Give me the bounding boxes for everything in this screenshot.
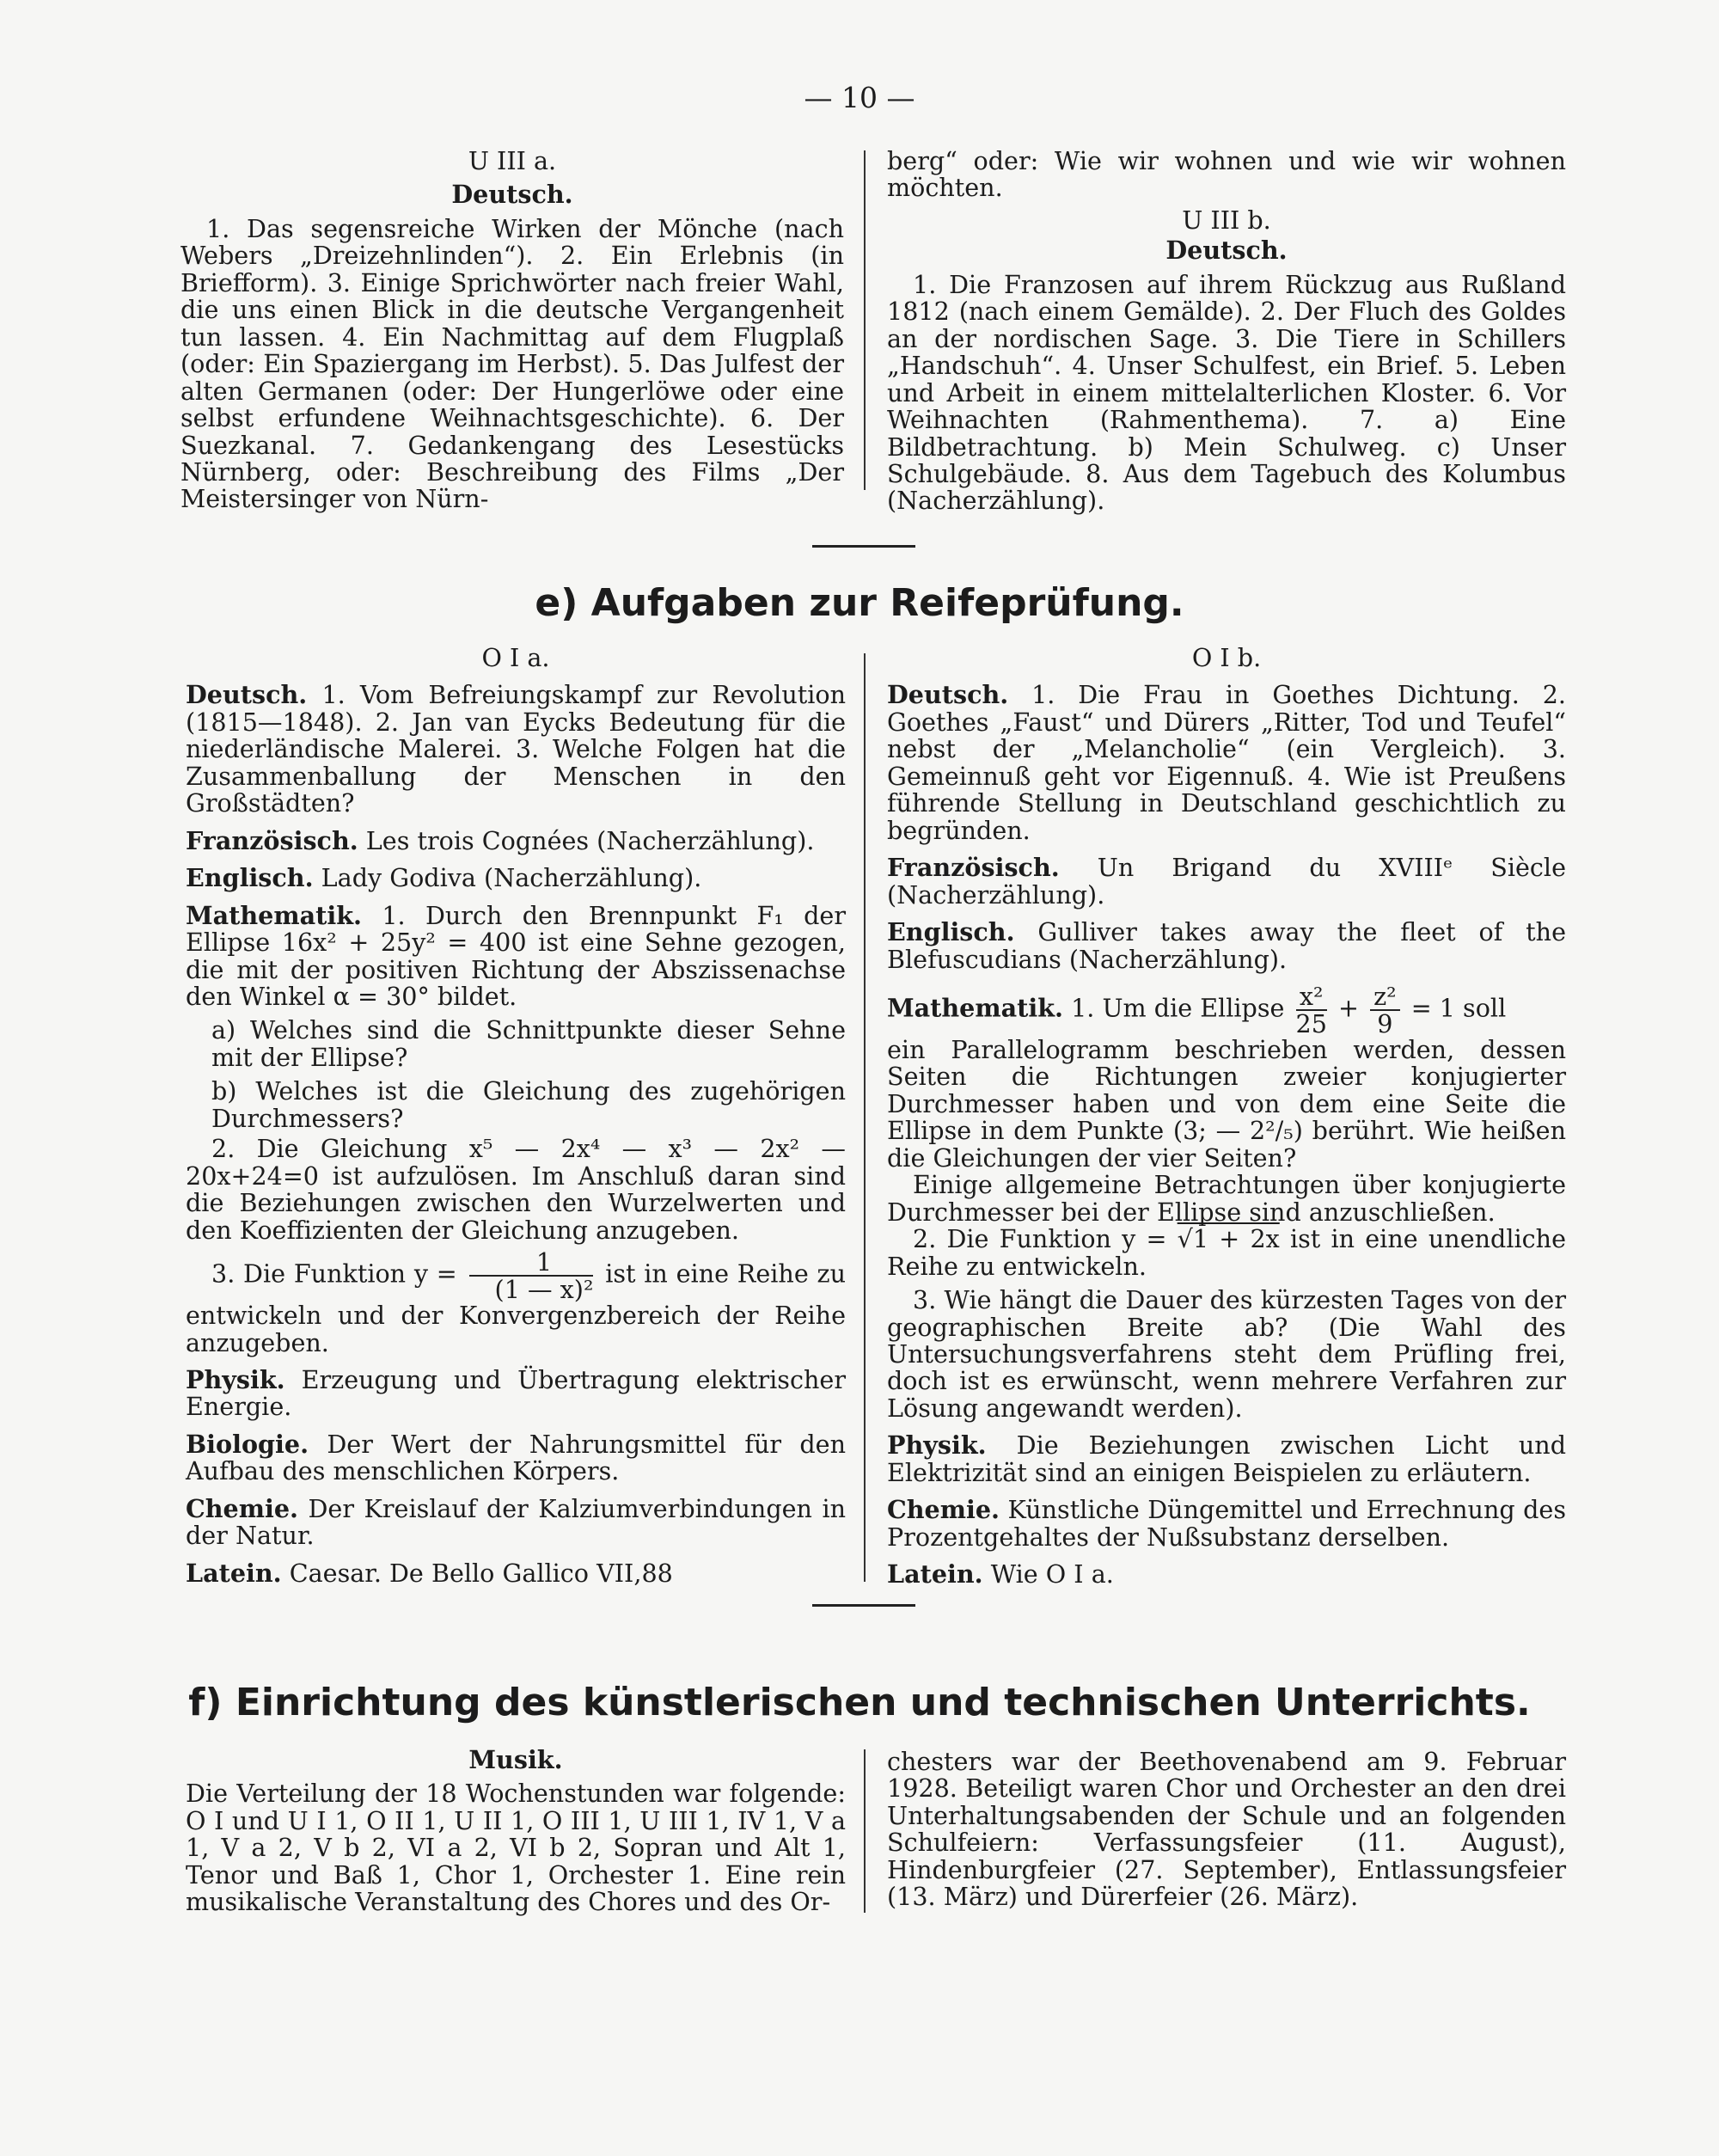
oib-math-2-root: √1 + 2x (1177, 1224, 1280, 1254)
formula-fraction (1296, 983, 1327, 1037)
label-englisch: Englisch. (186, 863, 314, 893)
oia-math (186, 900, 846, 1011)
label-franzoesisch: Französisch. (186, 825, 358, 855)
label-biologie: Biologie. (186, 1429, 309, 1459)
oib-math-3: 3. Wie hängt die Dauer des kürzesten Tages von der geographischen Breite ab? (Die Wahl des Untersuchungsverfahrens steht dem Prüfling frei, doch ist es erwünscht, wenn mehrere Verfahren zur Lösung angewandt werden). (887, 1285, 1566, 1423)
oib-engl-text: Gulliver takes away the fleet of the Blefuscudians (Nacherzählung). (887, 917, 1567, 974)
oia-bio (186, 1431, 846, 1485)
class-heading-uiiia: U III a. (468, 146, 557, 175)
oib-chemie (887, 1497, 1566, 1551)
label-physik: Physik. (887, 1430, 987, 1461)
oia-math-text: 1. Durch den Brennpunkt F₁ der Ellipse 16x² + 25y² = 400 ist eine Sehne gezogen, die mit der positiven Richtung der Abszissenachse den Winkel α = 30° bildet. (186, 900, 846, 1011)
oia-math-2: 2. Die Gleichung x⁵ — 2x⁴ — x³ — 2x² — 20x+24=0 ist aufzulösen. Im Anschluß daran sind die Beziehungen zwischen den Wurzelwerten und den Koeffizienten der Gleichung anzugeben. (186, 1134, 846, 1245)
fraction-denominator: 9 (1377, 1009, 1393, 1038)
label-latein: Latein. (186, 1558, 282, 1588)
fraction-denominator: (1 — x)² (494, 1275, 594, 1305)
column-divider (864, 653, 866, 1582)
section-e-title: e) Aufgaben zur Reifeprüfung. (535, 581, 1184, 625)
oia-latein-text: Caesar. De Bello Gallico VII,88 (289, 1558, 673, 1588)
label-mathematik: Mathematik. (186, 900, 362, 930)
label-chemie: Chemie. (186, 1493, 299, 1523)
oib-franz-text: Un Brigand du XVIIIᵉ Siècle (Nacherzählung). (887, 853, 1566, 910)
formula-fraction (469, 1247, 594, 1305)
oia-engl-text: Lady Godiva (Nacherzählung). (321, 863, 702, 893)
oia-math-b: b) Welches ist die Gleichung des zugehörigen Durchmessers? (211, 1076, 846, 1133)
oia-franz-text: Les trois Cognées (Nacherzählung). (365, 825, 815, 855)
oib-math-2 (887, 1226, 1566, 1280)
oib-latein (887, 1561, 1566, 1588)
label-englisch: Englisch. (887, 917, 1015, 947)
oia-franz (186, 825, 846, 855)
oia-chemie-text: Der Kreislauf der Kalziumverbindungen in der Natur. (186, 1493, 847, 1551)
fraction-numerator: 1 (469, 1249, 594, 1277)
oia-math-a: a) Welches sind die Schnittpunkte dieser Sehne mit der Ellipse? (211, 1015, 846, 1072)
oia-chemie (186, 1493, 847, 1551)
oib-engl (887, 919, 1566, 973)
oia-physik (186, 1367, 846, 1421)
left-top-column (180, 148, 844, 513)
fraction-numerator: z² (1370, 983, 1400, 1011)
class-heading-oib: O I b. (1191, 643, 1262, 672)
column-divider (864, 1749, 866, 1913)
oia-latein (186, 1560, 846, 1587)
formula-fraction (1370, 983, 1400, 1037)
oib-math (887, 983, 1566, 1037)
oia-deutsch (186, 682, 846, 817)
oib-math-2-pre: 2. Die Funktion y = (913, 1224, 1178, 1254)
subject-heading-deutsch: Deutsch. (1165, 236, 1288, 266)
uiiia-deutsch-text: 1. Das segensreiche Wirken der Mönche (nach Webers „Dreizehnlinden“). 2. Ein Erlebnis (in Briefform). 3. Einige Sprichwörter nach freier Wahl, die uns einen Blick in die deutsche Vergangenheit tun lassen. 4. Ein Nachmittag auf dem Flugplaß (oder: Ein Spaziergang im Herbst). 5. Das Julfest der alten Germanen (oder: Der Hungerlöwe oder eine selbst erfundene Weihnachtsgeschichte). 6. Der Suezkanal. 7. Gedankengang des Lesestücks Nürnberg, oder: Beschreibung des Films „Der Meistersinger von Nürn- (180, 213, 844, 514)
oib-franz (887, 854, 1566, 909)
oib-math-pre: 1. Um die Ellipse (1071, 993, 1285, 1023)
oia-math-3 (186, 1249, 846, 1357)
continuation-text: berg“ oder: Wie wir wohnen und wie wir wohnen möchten. (887, 146, 1566, 203)
fraction-denominator: 25 (1295, 1009, 1327, 1038)
label-chemie: Chemie. (887, 1495, 1000, 1525)
oib-math-cont2: Einige allgemeine Betrachtungen über konjugierte Durchmesser bei der Ellipse sind anzuschließen. (887, 1170, 1566, 1227)
oib-physik-text: Die Beziehungen zwischen Licht und Elektrizität sind an einigen Beispielen zu erläutern. (887, 1430, 1567, 1487)
oib-math-eq: = 1 soll (1410, 993, 1507, 1023)
musik-left-column (186, 1747, 846, 1916)
section-divider (812, 1604, 915, 1607)
column-divider (864, 150, 866, 490)
oia-physik-text: Erzeugung und Übertragung elektrischer Energie. (186, 1365, 846, 1422)
musik-left-text: Die Verteilung der 18 Wochenstunden war folgende: O I und U I 1, O II 1, U II 1, O III 1, U III 1, IV 1, V a 1, V a 2, V b 2, VI a 2, VI b 2, Sopran und Alt 1, Tenor und Baß 1, Chor 1, Orchester 1. Eine rein musikalische Veranstaltung des Chores und des Or- (186, 1779, 846, 1917)
oia-math-3-pre: 3. Die Funktion y = (211, 1259, 457, 1289)
oia-column (186, 645, 846, 1587)
subject-heading-musik: Musik. (468, 1745, 563, 1774)
subject-heading-deutsch: Deutsch. (451, 180, 573, 210)
oib-deutsch-text: 1. Die Frau in Goethes Dichtung. 2. Goethes „Faust“ und Dürers „Ritter, Tod und Teufel“ nebst der „Melancholie“ (ein Vergleich). 3. Gemeinnuß geht vor Eigennuß. 4. Wie ist Preußens führende Stellung in Deutschland geschichtlich zu begründen. (887, 680, 1566, 845)
oib-latein-text: Wie O I a. (990, 1559, 1114, 1589)
oib-physik (887, 1432, 1566, 1486)
section-divider (812, 545, 915, 548)
label-physik: Physik. (186, 1365, 285, 1394)
label-deutsch: Deutsch. (887, 680, 1009, 710)
right-top-column (887, 148, 1566, 515)
oia-bio-text: Der Wert der Nahrungsmittel für den Aufbau des menschlichen Körpers. (186, 1429, 846, 1486)
uiiib-deutsch-text: 1. Die Franzosen auf ihrem Rückzug aus Rußland 1812 (nach einem Gemälde). 2. Der Fluch des Goldes an der nordischen Sage. 3. Die Tiere in Schillers „Handschuh“. 4. Unser Schulfest, ein Brief. 5. Leben und Arbeit in einem mittelalterlichen Kloster. 6. Vor Weihnachten (Rahmenthema). 7. a) Eine Bildbetrachtung. b) Mein Schulweg. c) Unser Schulgebäude. 8. Aus dem Tagebuch des Kolumbus (Nacherzählung). (887, 269, 1566, 516)
oia-engl (186, 865, 846, 891)
page-number: — 10 — (804, 81, 915, 114)
musik-right-column (887, 1749, 1566, 1911)
class-heading-uiiib: U III b. (1182, 205, 1271, 235)
oib-column (887, 645, 1566, 1589)
oib-math-2-post: ist in eine unendliche Reihe zu entwickeln. (887, 1224, 1566, 1281)
oib-chemie-text: Künstliche Düngemittel und Errechnung des Prozentgehaltes der Nußsubstanz derselben. (887, 1495, 1566, 1552)
label-latein: Latein. (887, 1559, 983, 1589)
label-mathematik: Mathematik. (887, 993, 1063, 1023)
oia-math-3-post: ist in eine Reihe zu entwickeln und der Konvergenzbereich der Reihe anzugeben. (186, 1259, 846, 1357)
plus-sign: + (1338, 993, 1359, 1023)
label-deutsch: Deutsch. (186, 680, 308, 710)
oib-deutsch (887, 682, 1566, 844)
label-franzoesisch: Französisch. (887, 853, 1060, 883)
oib-math-cont: ein Parallelogramm beschrieben werden, dessen Seiten die Richtungen zweier konjugierter Durchmesser haben und von dem eine Seite die Ellipse in dem Punkte (3; — 2²/₅) berührt. Wie heißen die Gleichungen der vier Seiten? (887, 1035, 1566, 1173)
oia-deutsch-text: 1. Vom Befreiungskampf zur Revolution (1815—1848). 2. Jan van Eycks Bedeutung für die niederländische Malerei. 3. Welche Folgen hat die Zusammenballung der Menschen in den Großstädten? (186, 680, 846, 818)
musik-right-text: chesters war der Beethovenabend am 9. Februar 1928. Beteiligt waren Chor und Orchester an den drei Unterhaltungsabenden der Schule und an folgenden Schulfeiern: Verfassungsfeier (11. August), Hindenburgfeier (27. September), Entlassungsfeier (13. März) und Dürerfeier (26. März). (887, 1747, 1566, 1912)
fraction-numerator: x² (1296, 983, 1327, 1011)
class-heading-oia: O I a. (481, 643, 550, 672)
section-f-title: f) Einrichtung des künstlerischen und technischen Unterrichts. (188, 1681, 1531, 1724)
